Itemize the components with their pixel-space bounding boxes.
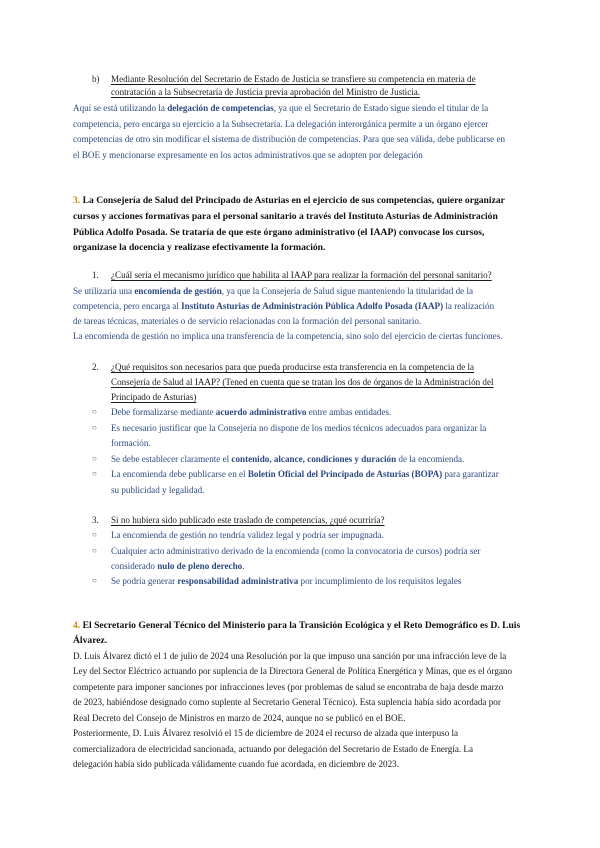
text-run: , ya que el Secretario de Estado sigue siendo el titular de la <box>273 103 489 113</box>
section-heading: Álvarez. <box>73 635 108 646</box>
answer-line <box>73 103 488 114</box>
bullet-line: formación. <box>111 438 151 448</box>
section-heading <box>73 195 505 206</box>
item-label: b) <box>92 74 100 84</box>
bullet-line <box>111 469 499 480</box>
bullet-line: Es necesario justificar que la Consejería no dispone de los medios técnicos adecuados para organizar la <box>111 423 487 433</box>
answer-line: de tareas técnicas, materiales o de servicio relacionadas con la formación del personal sanitario. <box>73 316 422 326</box>
text-run: La encomienda debe publicarse en el <box>111 469 248 479</box>
text-run: El Secretario General Técnico del Ministerio para la Transición Ecológica y el Reto Demográfico es D. Luis <box>80 620 521 631</box>
paragraph-line: de 2023, habiéndose designado como suplente al Secretario General Técnico). Esta suplencia había sido acordada por <box>73 697 501 707</box>
bold-term: acuerdo administrativo <box>215 407 307 417</box>
answer-line: el BOE y mencionarse expresamente en los actos administrativos que se adopten por delegación <box>73 150 423 160</box>
text-run: La Consejería de Salud del Principado de Asturias en el ejercicio de sus competencias, quiere organizar <box>80 195 505 206</box>
question-line: contratación a la Subsecretaría de Justicia previa aprobación del Ministro de Justicia. <box>111 87 421 97</box>
question-line: ¿Cuál sería el mecanismo jurídico que habilita al IAAP para realizar la formación del personal sanitario? <box>111 270 492 280</box>
text-run: Se podría generar <box>111 576 178 586</box>
circle-bullet-icon: ○ <box>92 530 97 539</box>
bullet-line <box>111 576 461 587</box>
bold-term: contenido, alcance, condiciones y duración <box>231 454 397 464</box>
circle-bullet-icon: ○ <box>92 407 97 416</box>
section-heading: Pública Adolfo Posada. Se trataría de que este órgano administrativo (el IAAP) convocase los cursos, <box>73 227 485 238</box>
paragraph-line: comercializadora de electricidad sancionada, actuando por delegación del Secretario de Estado de Energía. La <box>73 744 474 754</box>
item-label: 2. <box>92 362 99 372</box>
section-heading <box>73 620 520 631</box>
text-run: Se utilizaría una <box>73 286 135 296</box>
text-run: por incumplimiento de los requisitos legales <box>298 576 462 586</box>
question-line: Mediante Resolución del Secretario de Estado de Justicia se transfiere su competencia en materia de <box>111 74 476 84</box>
circle-bullet-icon: ○ <box>92 546 97 555</box>
answer-line: competencias de otro sin modificar el sistema de distribución de competencias. Para que sea válida, debe publicarse en <box>73 134 506 144</box>
bold-term: Instituto Asturias de Administración Pública Adolfo Posada (IAAP) <box>181 301 444 311</box>
bold-term: responsabilidad administrativa <box>177 576 299 586</box>
answer-line <box>73 286 473 297</box>
text-run: de la encomienda. <box>396 454 465 464</box>
answer-line <box>73 301 494 312</box>
text-run: entre ambas entidades. <box>306 407 392 417</box>
text-run: Se debe establecer claramente el <box>111 454 232 464</box>
item-label: 3. <box>92 515 99 525</box>
paragraph-line: D. Luis Álvarez dictó el 1 de julio de 2024 una Resolución por la que impuso una sanción por una infracción leve de la <box>73 651 507 661</box>
answer-line: La encomienda de gestión no implica una transferencia de la competencia, sino solo del ejercicio de ciertas funciones. <box>73 331 503 341</box>
question-line: Principado de Asturias) <box>111 392 197 402</box>
bullet-line: La encomienda de gestión no tendría validez legal y podría ser impugnada. <box>111 530 384 540</box>
item-label: 1. <box>92 270 99 280</box>
question-line: Si no hubiera sido publicado este traslado de competencias, ¿qué ocurriría? <box>111 515 385 525</box>
text-run: . <box>242 561 245 571</box>
bold-term: encomienda de gestión <box>134 286 222 296</box>
text-run: Debe formalizarse mediante <box>111 407 216 417</box>
paragraph-line: competente para imponer sanciones por infracciones leves (por problemas de salud se encontraba de baja desde marzo <box>73 682 504 692</box>
text-run: para garantizar <box>442 469 499 479</box>
bold-term: delegación de competencias <box>167 103 274 113</box>
bullet-line: Cualquier acto administrativo derivado de la encomienda (como la convocatoria de cursos) podría ser <box>111 546 481 556</box>
text-run: la realización <box>443 301 495 311</box>
text-run: Aquí se está utilizando la <box>73 103 168 113</box>
section-heading: organizase la docencia y realizase efectivamente la formación. <box>73 242 326 253</box>
paragraph-line: delegación había sido publicada válidamente cuando fue acordada, en diciembre de 2023. <box>73 759 399 769</box>
answer-line: competencia, pero encarga su ejercicio a la Subsecretaría. La delegación interorgánica permite a un órgano ejercer <box>73 119 489 129</box>
section-number: 4. <box>73 620 81 631</box>
section-heading: cursos y acciones formativas para el personal sanitario a través del Instituto Asturias de Administración <box>73 211 498 222</box>
text-run: considerado <box>111 561 158 571</box>
paragraph-line: Posteriormente, D. Luis Álvarez resolvió el 15 de diciembre de 2024 el recurso de alzada que interpuso la <box>73 728 459 738</box>
bullet-line: su publicidad y legalidad. <box>111 485 205 495</box>
text-run: , ya que la Consejería de Salud sigue manteniendo la titularidad de la <box>221 286 474 296</box>
bullet-line <box>111 454 464 465</box>
question-line: ¿Qué requisitos son necesarios para que pueda producirse esta transferencia en la competencia de la <box>111 362 475 372</box>
circle-bullet-icon: ○ <box>92 469 97 478</box>
circle-bullet-icon: ○ <box>92 423 97 432</box>
section-number: 3. <box>73 195 81 206</box>
circle-bullet-icon: ○ <box>92 454 97 463</box>
bold-term: Boletín Oficial del Principado de Asturias (BOPA) <box>247 469 443 479</box>
text-run: competencia, pero encarga al <box>73 301 182 311</box>
bullet-line <box>111 561 244 572</box>
question-line: Consejería de Salud al IAAP? (Tened en cuenta que se tratan los dos de órganos de la Administración del <box>111 377 494 387</box>
bullet-line <box>111 407 391 418</box>
paragraph-line: Real Decreto del Consejo de Ministros en marzo de 2024, aunque no se publicó en el BOE. <box>73 713 406 723</box>
paragraph-line: Ley del Sector Eléctrico actuando por suplencia de la Directora General de Política Energética y Minas, que es el órgano <box>73 666 513 676</box>
bold-term: nulo de pleno derecho <box>157 561 243 571</box>
circle-bullet-icon: ○ <box>92 576 97 585</box>
